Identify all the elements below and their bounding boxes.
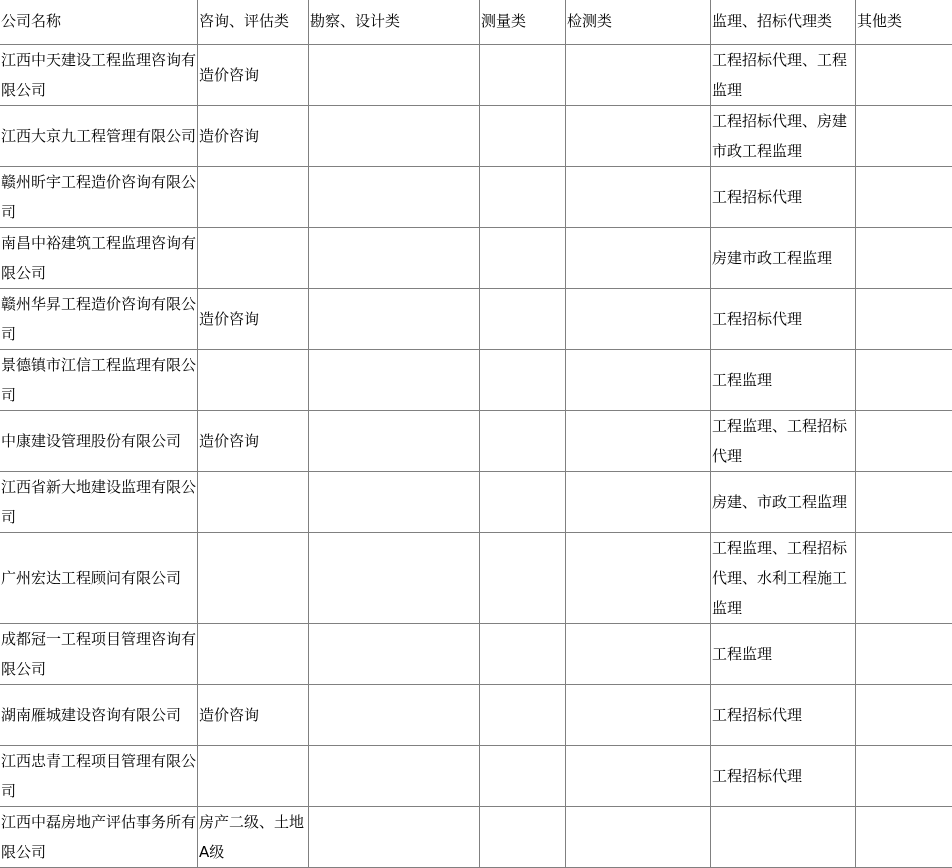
consulting-cell: 造价咨询 — [198, 106, 309, 167]
survey-design-cell — [309, 106, 480, 167]
measurement-cell — [480, 533, 566, 624]
survey-design-cell — [309, 746, 480, 807]
other-cell — [856, 350, 952, 411]
survey-design-cell — [309, 624, 480, 685]
supervision-bidding-cell: 工程监理、工程招标代理、水利工程施工监理 — [711, 533, 856, 624]
survey-design-cell — [309, 289, 480, 350]
measurement-cell — [480, 45, 566, 106]
company-name-cell: 中康建设管理股份有限公司 — [0, 411, 198, 472]
other-cell — [856, 106, 952, 167]
supervision-bidding-cell — [711, 807, 856, 868]
testing-cell — [566, 289, 711, 350]
company-name-cell: 江西忠青工程项目管理有限公司 — [0, 746, 198, 807]
other-cell — [856, 228, 952, 289]
consulting-cell: 造价咨询 — [198, 45, 309, 106]
company-name-cell: 赣州华昇工程造价咨询有限公司 — [0, 289, 198, 350]
testing-cell — [566, 472, 711, 533]
supervision-bidding-cell: 工程监理 — [711, 624, 856, 685]
consulting-cell: 房产二级、土地A级 — [198, 807, 309, 868]
table-row — [0, 624, 952, 685]
survey-design-cell — [309, 807, 480, 868]
supervision-bidding-cell: 房建、市政工程监理 — [711, 472, 856, 533]
consulting-cell: 造价咨询 — [198, 411, 309, 472]
survey-design-cell — [309, 228, 480, 289]
table-row — [0, 533, 952, 624]
consulting-cell — [198, 472, 309, 533]
consulting-cell: 造价咨询 — [198, 685, 309, 746]
measurement-cell — [480, 624, 566, 685]
header-supervision-bidding: 监理、招标代理类 — [711, 0, 856, 45]
testing-cell — [566, 624, 711, 685]
table-row — [0, 411, 952, 472]
company-name-cell: 广州宏达工程顾问有限公司 — [0, 533, 198, 624]
testing-cell — [566, 685, 711, 746]
other-cell — [856, 746, 952, 807]
survey-design-cell — [309, 685, 480, 746]
testing-cell — [566, 350, 711, 411]
testing-cell — [566, 807, 711, 868]
supervision-bidding-cell: 工程招标代理 — [711, 167, 856, 228]
measurement-cell — [480, 807, 566, 868]
other-cell — [856, 624, 952, 685]
consulting-cell — [198, 228, 309, 289]
header-other: 其他类 — [856, 0, 952, 45]
table-row — [0, 746, 952, 807]
survey-design-cell — [309, 167, 480, 228]
supervision-bidding-cell: 工程招标代理 — [711, 746, 856, 807]
header-consulting-evaluation: 咨询、评估类 — [198, 0, 309, 45]
company-name-cell: 江西中磊房地产评估事务所有限公司 — [0, 807, 198, 868]
other-cell — [856, 289, 952, 350]
supervision-bidding-cell: 工程招标代理、工程监理 — [711, 45, 856, 106]
table-row — [0, 472, 952, 533]
supervision-bidding-cell: 工程招标代理、房建市政工程监理 — [711, 106, 856, 167]
consulting-cell — [198, 746, 309, 807]
measurement-cell — [480, 228, 566, 289]
other-cell — [856, 472, 952, 533]
table-row — [0, 106, 952, 167]
survey-design-cell — [309, 45, 480, 106]
company-name-cell: 景德镇市江信工程监理有限公司 — [0, 350, 198, 411]
other-cell — [856, 685, 952, 746]
other-cell — [856, 411, 952, 472]
testing-cell — [566, 533, 711, 624]
consulting-cell — [198, 167, 309, 228]
survey-design-cell — [309, 411, 480, 472]
other-cell — [856, 533, 952, 624]
company-name-cell: 江西中天建设工程监理咨询有限公司 — [0, 45, 198, 106]
company-name-cell: 赣州昕宇工程造价咨询有限公司 — [0, 167, 198, 228]
measurement-cell — [480, 167, 566, 228]
measurement-cell — [480, 350, 566, 411]
table-row — [0, 807, 952, 868]
testing-cell — [566, 228, 711, 289]
survey-design-cell — [309, 472, 480, 533]
table-row — [0, 685, 952, 746]
table-row — [0, 228, 952, 289]
supervision-bidding-cell: 工程监理、工程招标代理 — [711, 411, 856, 472]
survey-design-cell — [309, 350, 480, 411]
company-name-cell: 成都冠一工程项目管理咨询有限公司 — [0, 624, 198, 685]
table-row — [0, 167, 952, 228]
survey-design-cell — [309, 533, 480, 624]
supervision-bidding-cell: 工程招标代理 — [711, 685, 856, 746]
header-measurement: 测量类 — [480, 0, 566, 45]
testing-cell — [566, 106, 711, 167]
header-survey-design: 勘察、设计类 — [309, 0, 480, 45]
testing-cell — [566, 45, 711, 106]
company-name-cell: 湖南雁城建设咨询有限公司 — [0, 685, 198, 746]
header-company-name: 公司名称 — [0, 0, 198, 45]
header-testing: 检测类 — [566, 0, 711, 45]
measurement-cell — [480, 472, 566, 533]
supervision-bidding-cell: 房建市政工程监理 — [711, 228, 856, 289]
company-name-cell: 江西大京九工程管理有限公司 — [0, 106, 198, 167]
other-cell — [856, 45, 952, 106]
header-row — [0, 0, 952, 45]
testing-cell — [566, 411, 711, 472]
consulting-cell — [198, 350, 309, 411]
table-row — [0, 45, 952, 106]
other-cell — [856, 167, 952, 228]
other-cell — [856, 807, 952, 868]
table-row — [0, 350, 952, 411]
consulting-cell — [198, 624, 309, 685]
measurement-cell — [480, 289, 566, 350]
testing-cell — [566, 746, 711, 807]
supervision-bidding-cell: 工程招标代理 — [711, 289, 856, 350]
company-name-cell: 江西省新大地建设监理有限公司 — [0, 472, 198, 533]
table-row — [0, 289, 952, 350]
company-name-cell: 南昌中裕建筑工程监理咨询有限公司 — [0, 228, 198, 289]
measurement-cell — [480, 746, 566, 807]
measurement-cell — [480, 106, 566, 167]
measurement-cell — [480, 411, 566, 472]
supervision-bidding-cell: 工程监理 — [711, 350, 856, 411]
consulting-cell — [198, 533, 309, 624]
consulting-cell: 造价咨询 — [198, 289, 309, 350]
testing-cell — [566, 167, 711, 228]
measurement-cell — [480, 685, 566, 746]
